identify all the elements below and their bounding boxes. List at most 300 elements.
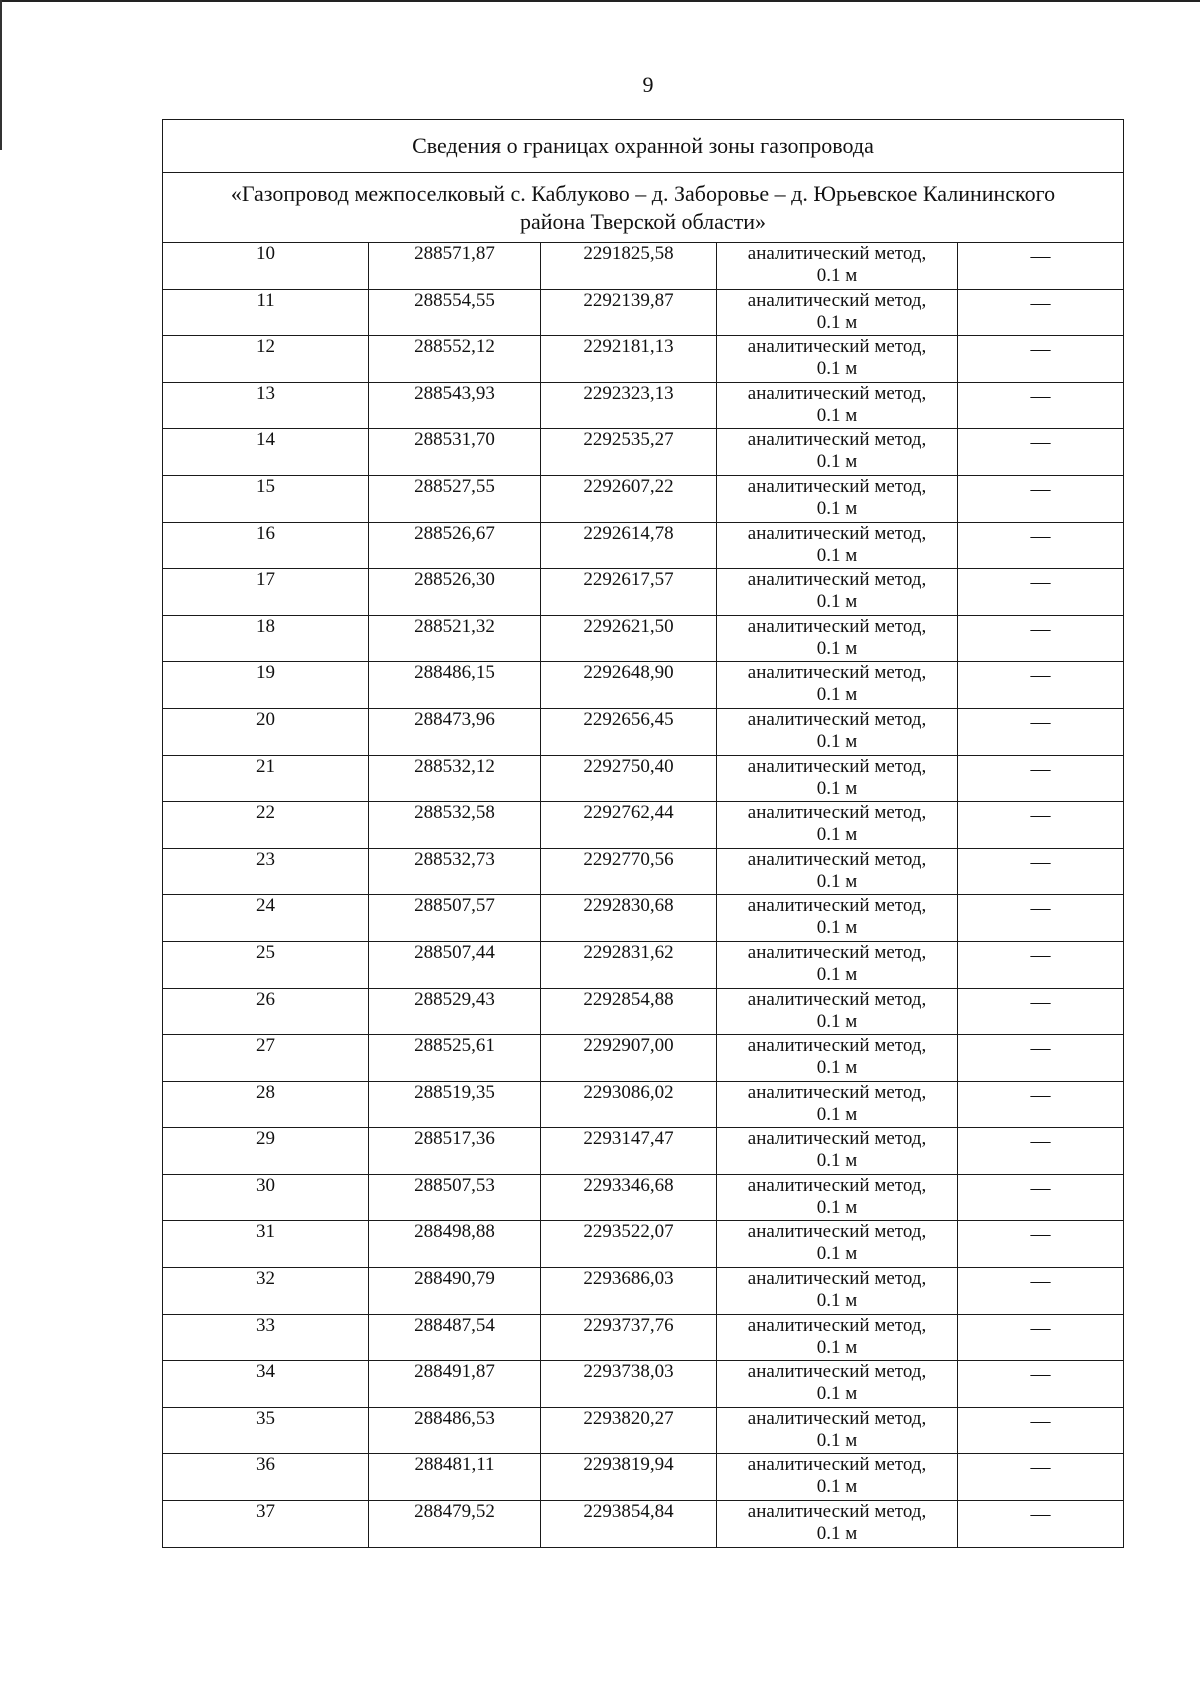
empty-dash: — [1030, 990, 1051, 1013]
method-text: аналитический метод, [747, 475, 927, 497]
empty-dash: — [1030, 943, 1051, 966]
description-cell [958, 1454, 1124, 1501]
accuracy-text: 0.1 м [816, 777, 858, 799]
coordinate-x-cell [369, 336, 541, 383]
point-number-text: 27 [256, 1035, 275, 1057]
method-cell [717, 1035, 958, 1082]
empty-dash: — [1030, 710, 1051, 733]
table-row [163, 755, 1124, 802]
method-cell [717, 289, 958, 336]
point-number-cell [163, 522, 369, 569]
point-number-cell [163, 569, 369, 616]
boundary-coordinates-table [162, 119, 1124, 1548]
description-cell [958, 1174, 1124, 1221]
coordinate-y-cell [541, 708, 717, 755]
coordinate-y-cell [541, 243, 717, 290]
method-cell [717, 848, 958, 895]
accuracy-text: 0.1 м [816, 1010, 858, 1032]
accuracy-text: 0.1 м [816, 1150, 858, 1172]
coordinate-y-cell [541, 1501, 717, 1548]
method-cell [717, 522, 958, 569]
description-cell [958, 941, 1124, 988]
point-number-cell [163, 895, 369, 942]
coordinate-x-cell [369, 1314, 541, 1361]
empty-dash: — [1030, 1316, 1051, 1339]
coordinate-y-cell [541, 1454, 717, 1501]
method-text: аналитический метод, [747, 1268, 927, 1290]
accuracy-text: 0.1 м [816, 497, 858, 519]
point-number-text: 18 [256, 615, 275, 637]
coordinate-x-text: 288531,70 [414, 429, 495, 451]
method-cell [717, 475, 958, 522]
method-cell [717, 941, 958, 988]
coordinate-x-text: 288526,67 [414, 522, 495, 544]
subtitle-row [163, 173, 1124, 243]
description-cell [958, 1221, 1124, 1268]
empty-dash: — [1030, 804, 1051, 827]
method-cell [717, 429, 958, 476]
method-cell [717, 895, 958, 942]
description-cell [958, 1314, 1124, 1361]
coordinate-x-cell [369, 1174, 541, 1221]
coordinate-x-cell [369, 1407, 541, 1454]
description-cell [958, 1361, 1124, 1408]
description-cell [958, 475, 1124, 522]
method-cell [717, 755, 958, 802]
description-cell [958, 802, 1124, 849]
coordinate-x-cell [369, 848, 541, 895]
accuracy-text: 0.1 м [816, 1336, 858, 1358]
point-number-text: 19 [256, 662, 275, 684]
accuracy-text: 0.1 м [816, 1429, 858, 1451]
table-row [163, 1221, 1124, 1268]
description-cell [958, 382, 1124, 429]
coordinate-y-text: 2292762,44 [583, 802, 674, 824]
point-number-text: 31 [256, 1221, 275, 1243]
method-text: аналитический метод, [747, 1221, 927, 1243]
point-number-cell [163, 243, 369, 290]
coordinate-y-text: 2292830,68 [583, 895, 674, 917]
description-cell [958, 1407, 1124, 1454]
method-text: аналитический метод, [747, 708, 927, 730]
coordinate-y-text: 2292648,90 [583, 662, 674, 684]
coordinate-y-cell [541, 1221, 717, 1268]
method-cell [717, 1407, 958, 1454]
table-row [163, 1314, 1124, 1361]
accuracy-text: 0.1 м [816, 1057, 858, 1079]
accuracy-text: 0.1 м [816, 358, 858, 380]
empty-dash: — [1030, 617, 1051, 640]
empty-dash: — [1030, 338, 1051, 361]
coordinate-y-text: 2292614,78 [583, 522, 674, 544]
empty-dash: — [1030, 477, 1051, 500]
method-cell [717, 382, 958, 429]
coordinate-x-text: 288507,44 [414, 941, 495, 963]
empty-dash: — [1030, 1083, 1051, 1106]
table-row [163, 336, 1124, 383]
coordinate-y-text: 2292907,00 [583, 1035, 674, 1057]
description-cell [958, 895, 1124, 942]
description-cell [958, 755, 1124, 802]
table-row [163, 475, 1124, 522]
point-number-cell [163, 941, 369, 988]
coordinate-y-text: 2293738,03 [583, 1361, 674, 1383]
coordinate-y-cell [541, 522, 717, 569]
empty-dash: — [1030, 245, 1051, 267]
point-number-cell [163, 1174, 369, 1221]
table-row [163, 1128, 1124, 1175]
accuracy-text: 0.1 м [816, 684, 858, 706]
point-number-text: 13 [256, 382, 275, 404]
coordinate-y-cell [541, 569, 717, 616]
table-row [163, 615, 1124, 662]
method-text: аналитический метод, [747, 429, 927, 451]
accuracy-text: 0.1 м [816, 311, 858, 333]
point-number-text: 26 [256, 988, 275, 1010]
coordinate-x-text: 288479,52 [414, 1501, 495, 1523]
point-number-cell [163, 708, 369, 755]
coordinate-x-text: 288490,79 [414, 1268, 495, 1290]
point-number-cell [163, 848, 369, 895]
point-number-cell [163, 1454, 369, 1501]
method-cell [717, 1314, 958, 1361]
description-cell [958, 988, 1124, 1035]
point-number-text: 25 [256, 941, 275, 963]
method-text: аналитический метод, [747, 1174, 927, 1196]
method-cell [717, 243, 958, 290]
coordinate-x-cell [369, 569, 541, 616]
coordinate-x-text: 288543,93 [414, 382, 495, 404]
coordinate-x-cell [369, 1361, 541, 1408]
method-cell [717, 1221, 958, 1268]
coordinate-y-cell [541, 755, 717, 802]
coordinate-y-cell [541, 848, 717, 895]
point-number-text: 14 [256, 429, 275, 451]
coordinate-y-cell [541, 1314, 717, 1361]
coordinate-y-cell [541, 1035, 717, 1082]
coordinate-x-cell [369, 615, 541, 662]
table-row [163, 1174, 1124, 1221]
coordinate-x-text: 288532,12 [414, 755, 495, 777]
point-number-text: 36 [256, 1454, 275, 1476]
description-cell [958, 522, 1124, 569]
coordinate-x-text: 288487,54 [414, 1314, 495, 1336]
coordinate-y-cell [541, 1361, 717, 1408]
empty-dash: — [1030, 384, 1051, 407]
point-number-text: 10 [256, 243, 275, 264]
method-cell [717, 1128, 958, 1175]
point-number-cell [163, 1081, 369, 1128]
empty-dash: — [1030, 431, 1051, 454]
description-cell [958, 708, 1124, 755]
coordinate-y-cell [541, 988, 717, 1035]
coordinate-x-cell [369, 429, 541, 476]
description-cell [958, 1081, 1124, 1128]
table-subtitle [163, 173, 1124, 243]
coordinate-y-cell [541, 1268, 717, 1315]
point-number-text: 15 [256, 475, 275, 497]
method-text: аналитический метод, [747, 1128, 927, 1150]
table-row [163, 1035, 1124, 1082]
coordinate-x-text: 288486,53 [414, 1407, 495, 1429]
coordinate-x-text: 288525,61 [414, 1035, 495, 1057]
table-row [163, 1454, 1124, 1501]
coordinate-y-text: 2292139,87 [583, 289, 674, 311]
point-number-text: 17 [256, 569, 275, 591]
table-row [163, 988, 1124, 1035]
accuracy-text: 0.1 м [816, 730, 858, 752]
point-number-text: 24 [256, 895, 275, 917]
table-row [163, 569, 1124, 616]
description-cell [958, 848, 1124, 895]
method-text: аналитический метод, [747, 755, 927, 777]
method-cell [717, 569, 958, 616]
description-cell [958, 662, 1124, 709]
coordinate-x-cell [369, 662, 541, 709]
coordinate-y-text: 2292617,57 [583, 569, 674, 591]
empty-dash: — [1030, 571, 1051, 594]
coordinate-y-text: 2292323,13 [583, 382, 674, 404]
point-number-cell [163, 1501, 369, 1548]
coordinate-x-text: 288481,11 [414, 1454, 495, 1476]
accuracy-text: 0.1 м [816, 824, 858, 846]
description-cell [958, 615, 1124, 662]
coordinate-x-text: 288498,88 [414, 1221, 495, 1243]
coordinate-y-text: 2292621,50 [583, 615, 674, 637]
point-number-cell [163, 802, 369, 849]
point-number-text: 22 [256, 802, 275, 824]
method-text: аналитический метод, [747, 1454, 927, 1476]
method-text: аналитический метод, [747, 848, 927, 870]
table-row [163, 941, 1124, 988]
accuracy-text: 0.1 м [816, 1243, 858, 1265]
method-text: аналитический метод, [747, 1081, 927, 1103]
coordinate-y-text: 2293819,94 [583, 1454, 674, 1476]
coordinate-y-cell [541, 382, 717, 429]
method-text: аналитический метод, [747, 243, 927, 264]
method-cell [717, 1268, 958, 1315]
coordinate-x-text: 288552,12 [414, 336, 495, 358]
accuracy-text: 0.1 м [816, 451, 858, 473]
description-cell [958, 289, 1124, 336]
method-cell [717, 1174, 958, 1221]
coordinate-y-text: 2293147,47 [583, 1128, 674, 1150]
method-text: аналитический метод, [747, 522, 927, 544]
coordinate-y-cell [541, 615, 717, 662]
accuracy-text: 0.1 м [816, 917, 858, 939]
coordinate-y-text: 2293820,27 [583, 1407, 674, 1429]
method-cell [717, 615, 958, 662]
coordinate-x-cell [369, 475, 541, 522]
method-cell [717, 802, 958, 849]
accuracy-text: 0.1 м [816, 1290, 858, 1312]
coordinate-x-text: 288517,36 [414, 1128, 495, 1150]
empty-dash: — [1030, 1409, 1051, 1432]
table-row [163, 522, 1124, 569]
method-text: аналитический метод, [747, 336, 927, 358]
description-cell [958, 336, 1124, 383]
point-number-text: 23 [256, 848, 275, 870]
method-cell [717, 1081, 958, 1128]
method-cell [717, 1501, 958, 1548]
accuracy-text: 0.1 м [816, 404, 858, 426]
coordinate-x-cell [369, 941, 541, 988]
coordinate-y-cell [541, 289, 717, 336]
table-row [163, 429, 1124, 476]
method-text: аналитический метод, [747, 615, 927, 637]
empty-dash: — [1030, 1176, 1051, 1199]
table-row [163, 1081, 1124, 1128]
description-cell [958, 1268, 1124, 1315]
accuracy-text: 0.1 м [816, 1476, 858, 1498]
coordinate-y-text: 2292181,13 [583, 336, 674, 358]
subtitle-line-1: «Газопровод межпоселковый с. Каблуково – д. Заборовье – д. Юрьевское Калининского [230, 180, 1056, 206]
point-number-cell [163, 1314, 369, 1361]
accuracy-text: 0.1 м [816, 637, 858, 659]
method-text: аналитический метод, [747, 1407, 927, 1429]
coordinate-x-cell [369, 1501, 541, 1548]
coordinate-x-cell [369, 1081, 541, 1128]
point-number-text: 29 [256, 1128, 275, 1150]
coordinate-x-cell [369, 802, 541, 849]
accuracy-text: 0.1 м [816, 1523, 858, 1545]
accuracy-text: 0.1 м [816, 544, 858, 566]
coordinate-y-text: 2291825,58 [583, 243, 674, 264]
coordinate-x-text: 288486,15 [414, 662, 495, 684]
coordinate-y-text: 2293346,68 [583, 1174, 674, 1196]
accuracy-text: 0.1 м [816, 1196, 858, 1218]
coordinate-x-text: 288526,30 [414, 569, 495, 591]
point-number-cell [163, 289, 369, 336]
method-text: аналитический метод, [747, 289, 927, 311]
table-row [163, 662, 1124, 709]
coordinate-x-text: 288473,96 [414, 708, 495, 730]
point-number-cell [163, 1035, 369, 1082]
point-number-text: 20 [256, 708, 275, 730]
point-number-text: 28 [256, 1081, 275, 1103]
coordinate-x-text: 288491,87 [414, 1361, 495, 1383]
coordinate-x-cell [369, 988, 541, 1035]
table-row [163, 382, 1124, 429]
description-cell [958, 429, 1124, 476]
coordinate-y-text: 2292854,88 [583, 988, 674, 1010]
coordinate-y-text: 2292770,56 [583, 848, 674, 870]
point-number-text: 35 [256, 1407, 275, 1429]
description-cell [958, 1128, 1124, 1175]
page-number: 9 [642, 72, 654, 97]
point-number-cell [163, 1361, 369, 1408]
description-cell [958, 243, 1124, 290]
empty-dash: — [1030, 1503, 1051, 1526]
point-number-cell [163, 662, 369, 709]
title-row [163, 120, 1124, 173]
coordinate-x-cell [369, 1128, 541, 1175]
table-row [163, 1268, 1124, 1315]
coordinate-y-text: 2292535,27 [583, 429, 674, 451]
method-cell [717, 1361, 958, 1408]
table-row [163, 708, 1124, 755]
method-cell [717, 708, 958, 755]
empty-dash: — [1030, 757, 1051, 780]
accuracy-text: 0.1 м [816, 963, 858, 985]
empty-dash: — [1030, 1270, 1051, 1293]
coordinate-y-text: 2292831,62 [583, 941, 674, 963]
empty-dash: — [1030, 524, 1051, 547]
coordinate-y-cell [541, 895, 717, 942]
empty-dash: — [1030, 850, 1051, 873]
method-text: аналитический метод, [747, 941, 927, 963]
method-cell [717, 988, 958, 1035]
point-number-text: 33 [256, 1314, 275, 1336]
table-row [163, 1361, 1124, 1408]
point-number-text: 34 [256, 1361, 275, 1383]
coordinate-y-text: 2293737,76 [583, 1314, 674, 1336]
empty-dash: — [1030, 664, 1051, 687]
table-row [163, 802, 1124, 849]
coordinate-x-cell [369, 755, 541, 802]
coordinate-y-text: 2292750,40 [583, 755, 674, 777]
coordinate-y-text: 2293686,03 [583, 1268, 674, 1290]
coordinate-x-text: 288571,87 [414, 243, 495, 264]
coordinate-y-cell [541, 475, 717, 522]
coordinate-y-cell [541, 1174, 717, 1221]
point-number-cell [163, 429, 369, 476]
accuracy-text: 0.1 м [816, 1383, 858, 1405]
coordinate-x-cell [369, 382, 541, 429]
point-number-cell [163, 382, 369, 429]
accuracy-text: 0.1 м [816, 870, 858, 892]
coordinate-x-text: 288507,53 [414, 1174, 495, 1196]
coordinate-y-text: 2292607,22 [583, 475, 674, 497]
point-number-cell [163, 1268, 369, 1315]
coordinate-x-text: 288521,32 [414, 615, 495, 637]
coordinate-y-cell [541, 1128, 717, 1175]
point-number-cell [163, 1128, 369, 1175]
point-number-cell [163, 1221, 369, 1268]
point-number-cell [163, 475, 369, 522]
point-number-cell [163, 615, 369, 662]
empty-dash: — [1030, 897, 1051, 920]
coordinate-x-text: 288527,55 [414, 475, 495, 497]
coordinate-x-text: 288519,35 [414, 1081, 495, 1103]
table-title: Сведения о границах охранной зоны газопровода [163, 120, 1124, 173]
empty-dash: — [1030, 1223, 1051, 1246]
coordinate-x-cell [369, 1454, 541, 1501]
method-text: аналитический метод, [747, 1361, 927, 1383]
coordinate-y-cell [541, 941, 717, 988]
point-number-text: 32 [256, 1268, 275, 1290]
description-cell [958, 569, 1124, 616]
table-body [163, 120, 1124, 1548]
accuracy-text: 0.1 м [816, 591, 858, 613]
point-number-cell [163, 336, 369, 383]
description-cell [958, 1035, 1124, 1082]
coordinate-x-cell [369, 289, 541, 336]
point-number-text: 11 [256, 289, 275, 311]
table-row [163, 1501, 1124, 1548]
scan-top-edge [0, 0, 1200, 2]
point-number-text: 30 [256, 1174, 275, 1196]
coordinate-x-cell [369, 708, 541, 755]
coordinate-x-cell [369, 895, 541, 942]
method-cell [717, 662, 958, 709]
method-text: аналитический метод, [747, 1035, 927, 1057]
point-number-text: 16 [256, 522, 275, 544]
description-cell [958, 1501, 1124, 1548]
empty-dash: — [1030, 1456, 1051, 1479]
point-number-text: 37 [256, 1501, 275, 1523]
point-number-text: 12 [256, 336, 275, 358]
